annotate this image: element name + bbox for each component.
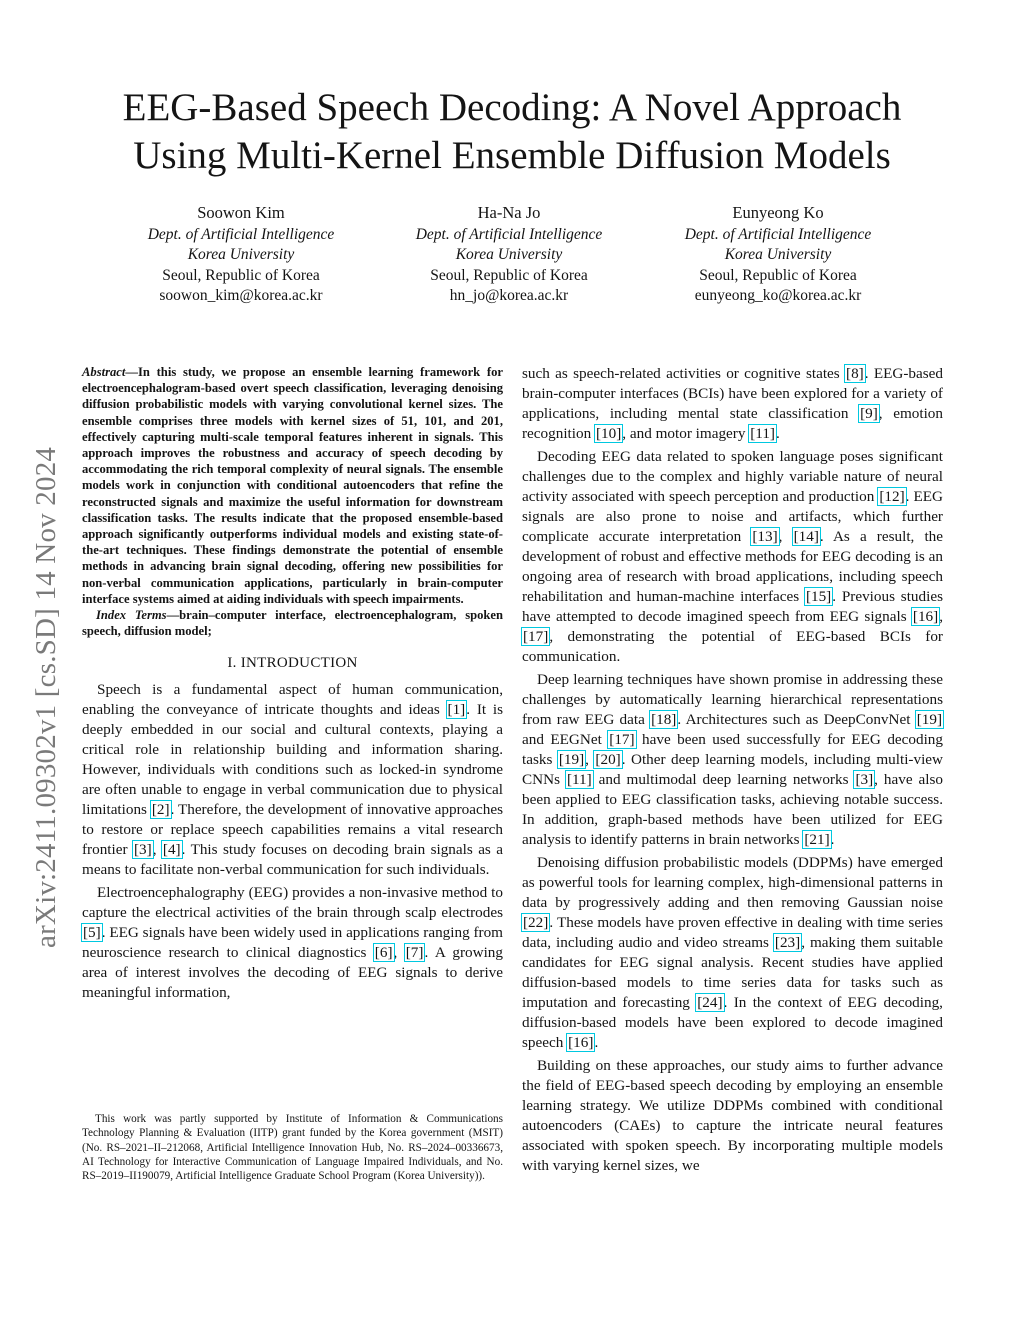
citation-link[interactable]: [7] xyxy=(405,944,424,962)
title-line-2: Using Multi-Kernel Ensemble Diffusion Models xyxy=(133,134,891,177)
paragraph-text: . xyxy=(830,831,835,848)
citation-link[interactable]: [6] xyxy=(374,944,393,962)
author-city: Seoul, Republic of Korea xyxy=(430,266,588,284)
paper-title xyxy=(60,84,964,180)
citation-link[interactable]: [9] xyxy=(860,405,878,422)
paragraph-text: . As a result, the development of robust and effective methods for EEG decoding is an ongoing area of research with broad applications, including speech rehabilitation and human-machine interfaces xyxy=(522,528,944,605)
author-email[interactable]: hn_jo@korea.ac.kr xyxy=(449,287,569,304)
citation-link[interactable]: [22] xyxy=(523,914,549,931)
author-university: Korea University xyxy=(187,246,295,263)
paragraph xyxy=(82,680,503,880)
paragraph-text: . EEG signals are also prone to noise and artifacts, which further complicate accurate interpretation xyxy=(522,488,943,545)
paragraph-text: such as speech-related activities or cognitive states xyxy=(522,365,846,382)
paragraph-text: , have also been applied to EEG classification tasks, achieving notable success. In addition, graph-based methods have been utilized for EEG analysis to identify patterns in brain networks xyxy=(522,771,944,848)
paragraph-text: . Therefore, the development of innovative approaches to restore or replace speech capabilities remains a vital research frontier xyxy=(82,801,503,859)
citation-link[interactable]: [3] xyxy=(133,841,152,859)
citation-link[interactable]: [18] xyxy=(651,711,677,728)
author-dept: Dept. of Artificial Intelligence xyxy=(415,225,603,243)
paragraph xyxy=(522,670,943,850)
funding-footnote: This work was partly supported by Institute of Information & Communications Technology Planning & Evaluation (IITP) grant funded by the Korea government (MSIT) (No. RS–2021–II–212068, Artificial Intelligence Innovation Hub, No. RS–2024–00336673, AI Technology for Interactive Communication of Language Impaired Individuals, and No. RS–2019–II190079, Artificial Intelligence Graduate School Program (Korea University)). xyxy=(82,1113,503,1183)
paragraph-text: Speech is a fundamental aspect of human communication, enabling the conveyance of intricate thoughts and ideas xyxy=(82,681,503,719)
paragraph-text: . xyxy=(594,1034,599,1051)
author-block-1 xyxy=(101,203,381,307)
paragraph-text: . In the context of EEG decoding, diffusion-based models have been explored to decode imagined speech xyxy=(522,994,943,1051)
paragraph-text: . A growing area of interest involves the decoding of EEG signals to derive meaningful information, xyxy=(82,944,503,1002)
citation-link[interactable]: [1] xyxy=(447,701,466,719)
paragraph-text: , and motor imagery xyxy=(622,425,750,442)
citation-link[interactable]: [16] xyxy=(912,608,939,625)
citation-link[interactable]: [11] xyxy=(750,425,775,442)
citation-link[interactable]: [13] xyxy=(752,528,778,545)
abstract-text: —In this study, we propose an ensemble learning framework for electroencephalogram-based overt speech classification, leveraging denoising diffusion probabilistic models with varying convolutional kernel sizes. The ensemble comprises three models with kernel sizes of 51, 101, and 201, effectively capturing multi-scale temporal features inherent in signals. This approach improves the robustness and accuracy of speech decoding by accommodating the rich temporal complexity of neural signals. The ensemble models work in conjunction with conditional autoencoders that refine the reconstructed signals and maximize the useful information for downstream classification tasks. The results indicate that the proposed ensemble-based approach significantly outperforms individual models and existing state-of-the-art techniques. These findings demonstrate the potential of ensemble methods in advancing brain signal decoding, offering new possibilities for non-verbal communication applications, particularly in brain-computer interface systems aimed at aiding individuals with speech impairments. xyxy=(82,365,503,606)
paragraph xyxy=(522,1056,943,1176)
author-email[interactable]: soowon_kim@korea.ac.kr xyxy=(159,287,323,304)
index-terms-label: Index Terms xyxy=(96,608,167,623)
citation-link[interactable]: [24] xyxy=(697,994,723,1011)
author-name: Soowon Kim xyxy=(197,203,285,222)
citation-link[interactable]: [4] xyxy=(162,841,181,859)
citation-link[interactable]: [20] xyxy=(595,751,621,768)
citation-link[interactable]: [8] xyxy=(846,365,864,382)
paragraph-text: . Other deep learning models, including multi-view CNNs xyxy=(522,751,944,788)
paragraph-text: , demonstrating the potential of EEG-based BCIs for communication. xyxy=(522,628,943,665)
paragraph-text: . xyxy=(775,425,780,442)
paragraph-text: have been used successfully for EEG decoding tasks xyxy=(522,731,943,768)
citation-link[interactable]: [10] xyxy=(595,425,622,442)
paragraph-text: Building on these approaches, our study aims to further advance the field of EEG-based speech decoding by employing an ensemble learning strategy. We utilize DDPMs combined with conditional autoencoders (CAEs) to capture the intricate neural features associated with spoken speech. By incorporating multiple models with varying kernel sizes, we xyxy=(522,1057,943,1174)
author-block-3 xyxy=(638,203,918,307)
index-terms-text: —brain–computer interface, electroencephalogram, spoken speech, diffusion model; xyxy=(82,608,503,639)
abstract-label: Abstract xyxy=(82,365,126,379)
author-email[interactable]: eunyeong_ko@korea.ac.kr xyxy=(694,287,862,304)
author-block-2 xyxy=(369,203,649,307)
paragraph-text: . It is deeply embedded in our social and cultural contexts, playing a critical role in relationship building and information sharing. However, individuals with conditions such as locked-in syndrome are often unable to engage in verbal communication due to physical limitations xyxy=(82,701,503,819)
paragraph xyxy=(522,853,943,1053)
citation-link[interactable]: [3] xyxy=(855,771,874,788)
paragraph xyxy=(522,447,943,667)
paragraph-text: Electroencephalography (EEG) provides a non-invasive method to capture the electrical activities of the brain through scalp electrodes xyxy=(82,884,503,922)
paragraph-text: . EEG signals have been widely used in applications ranging from neuroscience research to clinical diagnostics xyxy=(82,924,503,962)
citation-link[interactable]: [11] xyxy=(566,771,592,788)
title-line-1: EEG-Based Speech Decoding: A Novel Approach xyxy=(122,86,902,129)
paragraph-text: . This study focuses on decoding brain signals as a means to facilitate non-verbal communication for such individuals. xyxy=(82,841,503,879)
paragraph-text: , emotion recognition xyxy=(522,405,943,442)
citation-link[interactable]: [5] xyxy=(83,924,101,942)
citation-link[interactable]: [12] xyxy=(879,488,905,505)
paragraph xyxy=(522,364,943,444)
paragraph-text: . These models have proven effective in dealing with time series data, including audio and video streams xyxy=(522,914,943,951)
abstract xyxy=(82,364,503,607)
citation-link[interactable]: [2] xyxy=(151,801,170,819)
paragraph-text: . Architectures such as DeepConvNet xyxy=(677,711,916,728)
author-name: Eunyeong Ko xyxy=(732,203,824,222)
paragraph-text: Denoising diffusion probabilistic models (DDPMs) have emerged as powerful tools for learning complex, high-dimensional patterns in data by progressively adding and then removing Gaussian noise xyxy=(522,854,943,911)
paragraph-text: , making them suitable candidates for EEG signal analysis. Recent studies have applied diffusion-based models to time series data for tasks such as imputation and forecasting xyxy=(522,934,943,1011)
citation-link[interactable]: [14] xyxy=(793,528,819,545)
paragraph-text: Deep learning techniques have shown promise in addressing these challenges by automatically learning hierarchical representations from raw EEG data xyxy=(522,671,943,728)
author-dept: Dept. of Artificial Intelligence xyxy=(684,225,872,243)
citation-link[interactable]: [17] xyxy=(609,731,635,748)
citation-link[interactable]: [19] xyxy=(916,711,943,728)
author-university: Korea University xyxy=(724,246,832,263)
citation-link[interactable]: [19] xyxy=(558,751,585,768)
paragraph-text: , xyxy=(152,841,162,859)
section-heading-introduction: I. INTRODUCTION xyxy=(227,655,358,672)
paragraph-text: , xyxy=(393,944,405,962)
paragraph-text: , xyxy=(778,528,793,545)
paragraph-text: , xyxy=(585,751,595,768)
author-dept: Dept. of Artificial Intelligence xyxy=(147,225,335,243)
arxiv-identifier: arXiv:2411.09302v1 [cs.SD] 14 Nov 2024 xyxy=(30,446,62,948)
left-column xyxy=(82,364,503,1006)
paragraph xyxy=(82,883,503,1003)
author-city: Seoul, Republic of Korea xyxy=(699,266,857,284)
index-terms xyxy=(82,607,503,639)
right-column xyxy=(522,364,943,1179)
paragraph-text: Decoding EEG data related to spoken language poses significant challenges due to the complex and highly variable nature of neural activity associated with speech perception and production xyxy=(522,448,943,505)
citation-link[interactable]: [16] xyxy=(568,1034,594,1051)
paragraph-text: and multimodal deep learning networks xyxy=(592,771,855,788)
author-name: Ha-Na Jo xyxy=(477,203,541,222)
citation-link[interactable]: [21] xyxy=(804,831,830,848)
citation-link[interactable]: [15] xyxy=(805,588,832,605)
paragraph-text: , xyxy=(939,608,943,625)
paragraph-text: . Previous studies have attempted to decode imagined speech from EEG signals xyxy=(522,588,943,625)
citation-link[interactable]: [17] xyxy=(523,628,549,645)
paragraph-text: . EEG-based brain-computer interfaces (BCIs) have been explored for a variety of applications, including mental state classification xyxy=(522,365,943,422)
paragraph-text: and EEGNet xyxy=(522,731,609,748)
citation-link[interactable]: [23] xyxy=(774,934,801,951)
author-university: Korea University xyxy=(455,246,563,263)
author-city: Seoul, Republic of Korea xyxy=(162,266,320,284)
